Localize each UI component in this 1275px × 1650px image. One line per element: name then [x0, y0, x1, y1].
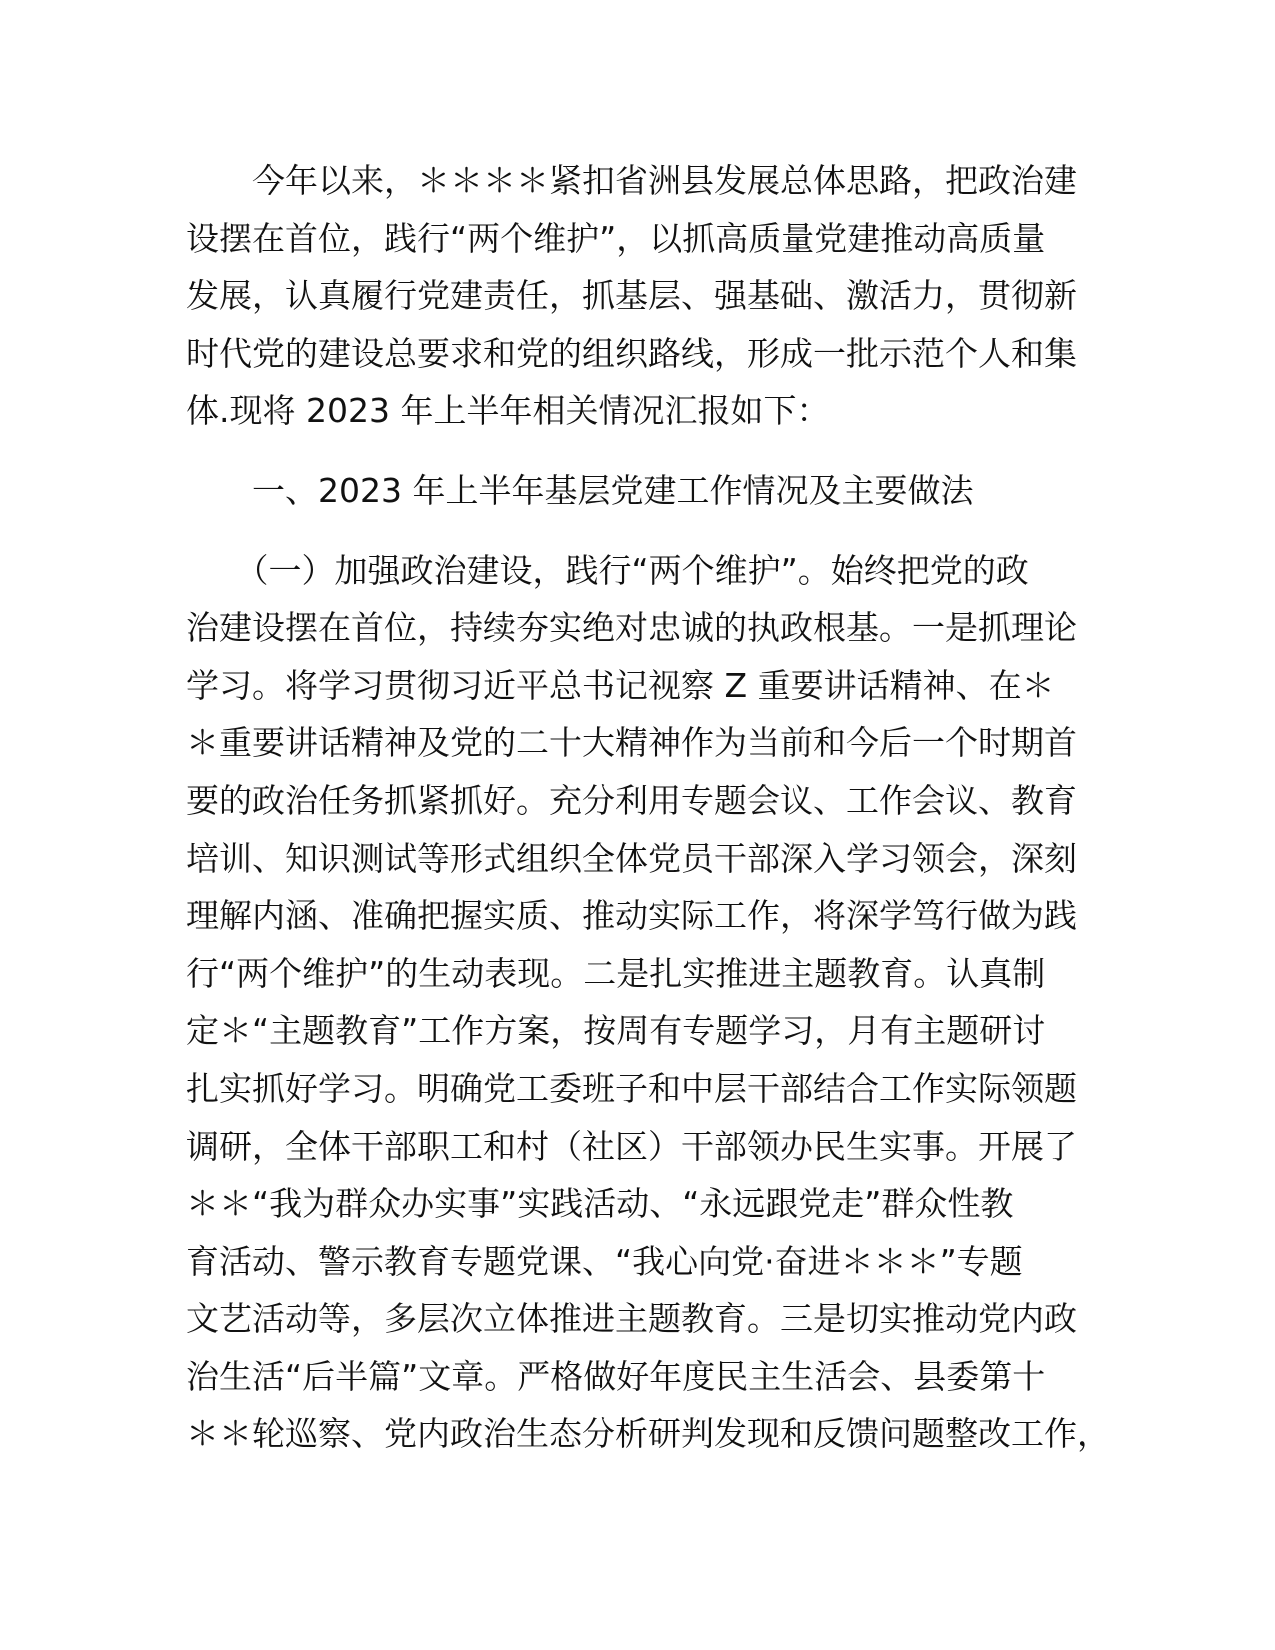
body-line-4: ＊重要讲话精神及党的二十大精神作为当前和今后一个时期首 — [186, 723, 1077, 763]
body-line-16: ＊＊轮巡察、党内政治生态分析研判发现和反馈问题整改工作， — [186, 1414, 1110, 1454]
intro-line-5: 体.现将 2023 年上半年相关情况汇报如下： — [186, 391, 830, 431]
body-line-12: ＊＊“我为群众办实事”实践活动、“永远跟党走”群众性教 — [186, 1184, 1014, 1224]
intro-line-4: 时代党的建设总要求和党的组织路线，形成一批示范个人和集 — [186, 333, 1077, 373]
intro-line-2: 设摆在首位，践行“两个维护”，以抓高质量党建推动高质量 — [186, 218, 1046, 258]
body-line-10: 扎实抓好学习。明确党工委班子和中层干部结合工作实际领题 — [186, 1068, 1077, 1108]
intro-line-3: 发展，认真履行党建责任，抓基层、强基础、激活力，贯彻新 — [186, 276, 1077, 316]
body-line-3: 学习。将学习贯彻习近平总书记视察 Z 重要讲话精神、在＊ — [186, 665, 1055, 705]
body-line-1: （一）加强政治建设，践行“两个维护”。始终把党的政 — [186, 550, 1029, 590]
body-line-8: 行“两个维护”的生动表现。二是扎实推进主题教育。认真制 — [186, 953, 1046, 993]
body-line-2: 治建设摆在首位，持续夯实绝对忠诚的执政根基。一是抓理论 — [186, 608, 1077, 648]
body-line-9: 定＊“主题教育”工作方案，按周有专题学习，月有主题研讨 — [186, 1011, 1046, 1051]
body-line-15: 治生活“后半篇”文章。严格做好年度民主生活会、县委第十 — [186, 1356, 1046, 1396]
body-line-13: 育活动、警示教育专题党课、“我心向党·奋进＊＊＊”专题 — [186, 1241, 1023, 1281]
body-line-7: 理解内涵、准确把握实质、推动实际工作，将深学笃行做为践 — [186, 896, 1077, 936]
body-line-11: 调研，全体干部职工和村（社区）干部领办民生实事。开展了 — [186, 1126, 1077, 1166]
intro-line-1: 今年以来，＊＊＊＊紧扣省洲县发展总体思路，把政治建 — [186, 161, 1077, 200]
section-heading: 一、2023 年上半年基层党建工作情况及主要做法 — [186, 470, 974, 510]
body-line-6: 培训、知识测试等形式组织全体党员干部深入学习领会，深刻 — [186, 838, 1077, 878]
body-line-14: 文艺活动等，多层次立体推进主题教育。三是切实推动党内政 — [186, 1299, 1077, 1339]
document-body — [186, 152, 1110, 1463]
body-line-5: 要的政治任务抓紧抓好。充分利用专题会议、工作会议、教育 — [186, 780, 1077, 820]
